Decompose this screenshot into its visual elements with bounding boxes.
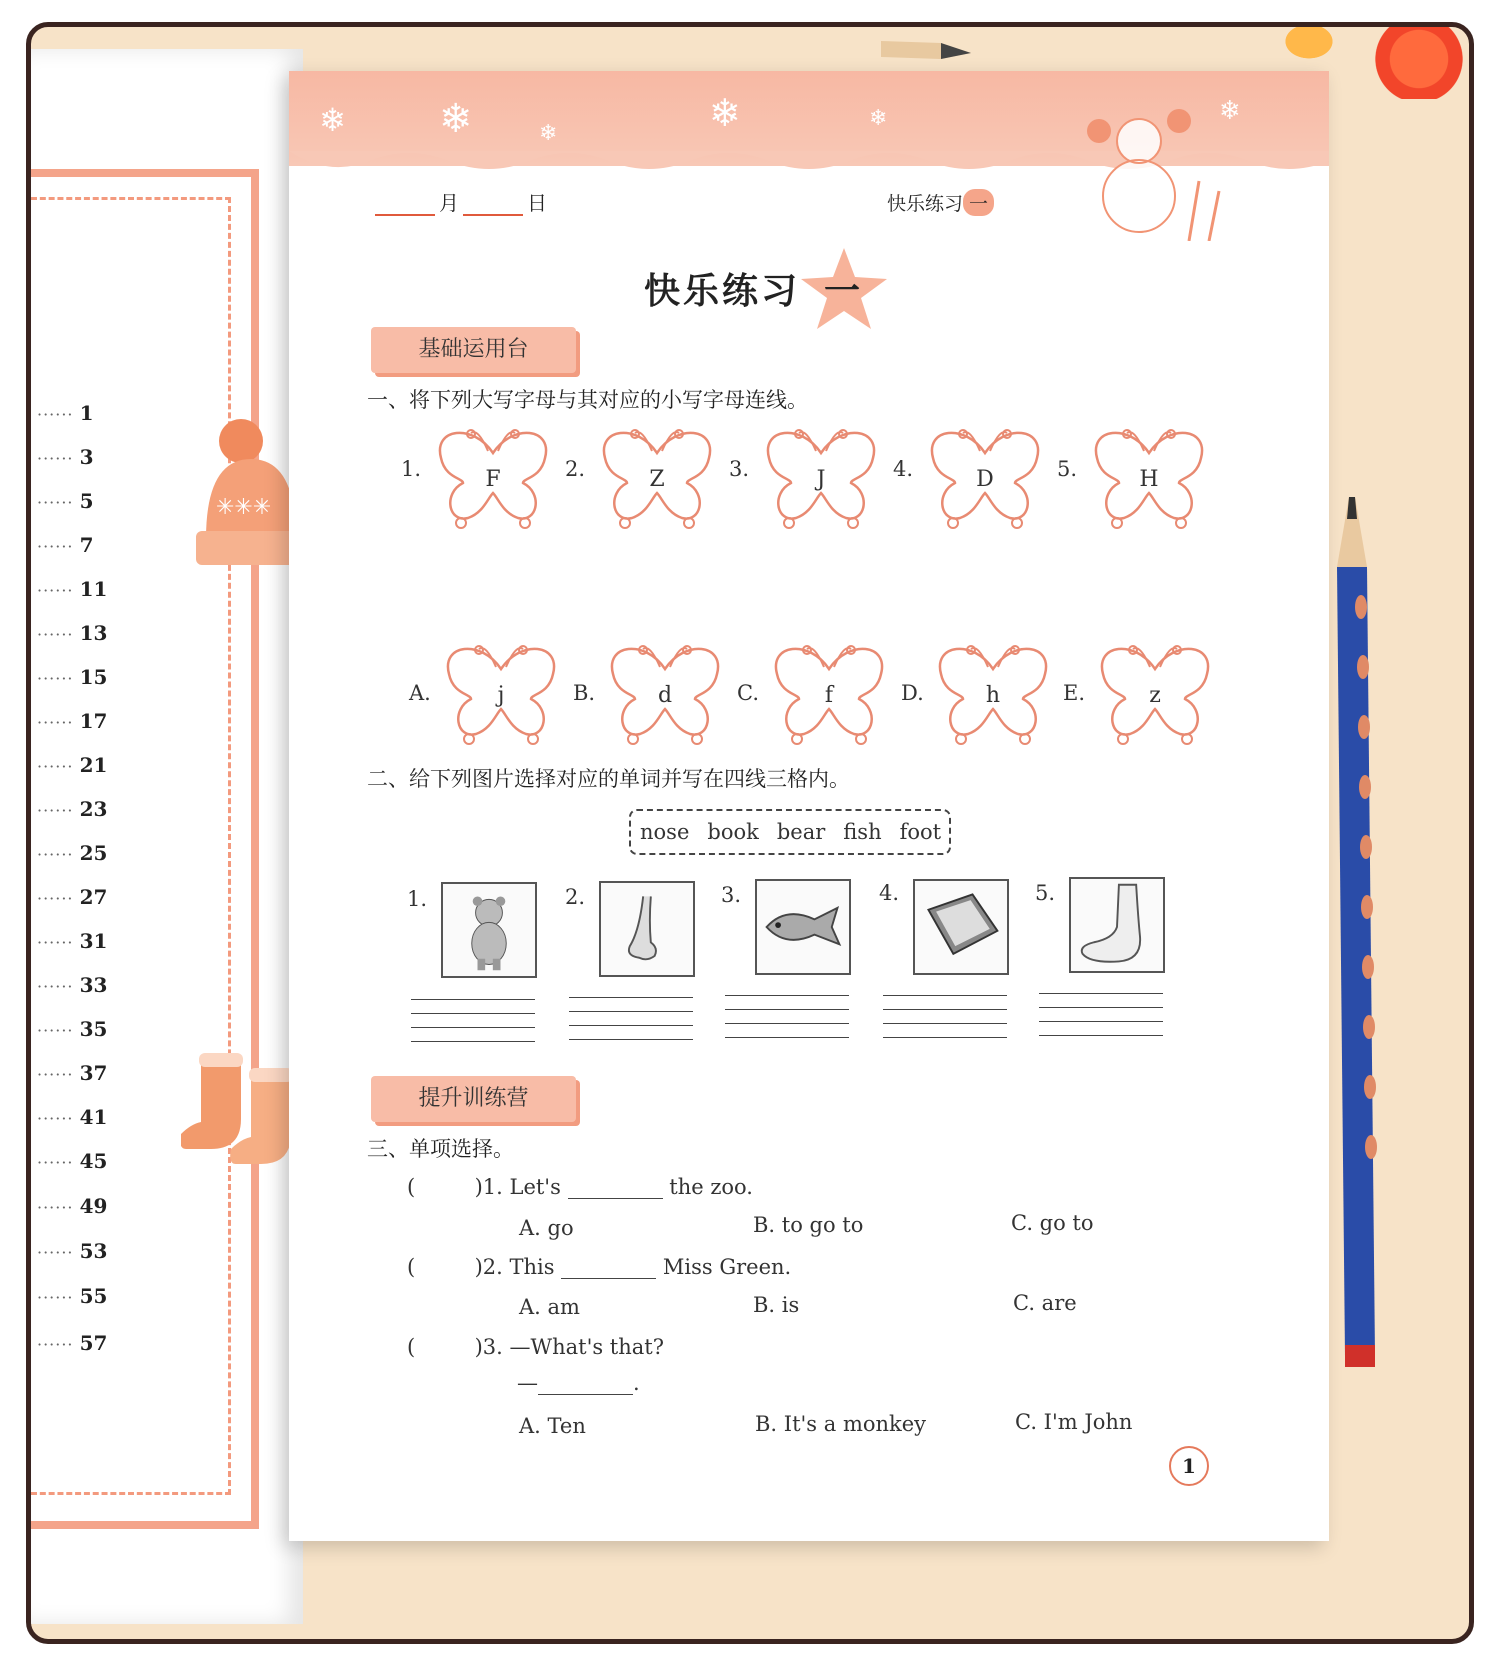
toc-page-number: 55 [79, 1284, 108, 1308]
pencil-tip-icon [881, 31, 971, 61]
writing-line [411, 999, 535, 1000]
page-title: 快乐练习 [644, 271, 801, 312]
toc-page-number: 5 [79, 489, 94, 513]
toc-page-number: 7 [79, 533, 94, 557]
toc-page-number: 41 [79, 1105, 108, 1129]
toc-entry[interactable] [37, 489, 94, 513]
question-1-heading: 一、将下列大写字母与其对应的小写字母连线。 [367, 388, 808, 412]
option-c[interactable]: C. are [1013, 1291, 1077, 1315]
toc-page-number: 17 [79, 709, 108, 733]
toc-entry[interactable] [37, 929, 107, 953]
butterfly-letter: j [497, 683, 505, 708]
petal-decoration [1279, 27, 1339, 63]
question-blank[interactable] [538, 1377, 633, 1395]
four-line-writing-field[interactable] [411, 999, 535, 1049]
toc-dots: ······ [37, 757, 80, 776]
writing-line [411, 1013, 535, 1014]
writing-line [411, 1027, 535, 1028]
toc-dots: ······ [37, 493, 80, 512]
question-number: )1. [474, 1175, 503, 1199]
item-number: 4. [893, 457, 914, 481]
question-3-heading: 三、单项选择。 [367, 1137, 514, 1161]
four-line-writing-field[interactable] [883, 995, 1007, 1045]
photo-frame [26, 22, 1474, 1644]
answer-paren: ( [407, 1335, 416, 1359]
choice-question-1 [407, 1175, 753, 1199]
left-page [31, 49, 303, 1624]
word-bank-item: bear [776, 820, 826, 844]
item-number: D. [901, 681, 924, 705]
question-2-heading: 二、给下列图片选择对应的单词并写在四线三格内。 [367, 767, 850, 791]
four-line-writing-field[interactable] [1039, 993, 1163, 1043]
toc-entry[interactable] [37, 401, 94, 425]
practice-tag-label: 快乐练习 [887, 193, 964, 215]
period: . [633, 1371, 640, 1395]
toc-dots: ······ [37, 405, 80, 424]
toc-page-number: 27 [79, 885, 108, 909]
writing-line [1039, 1035, 1163, 1036]
toc-entry[interactable] [37, 1284, 107, 1308]
picture-number: 3. [721, 883, 742, 907]
toc-page-number: 3 [79, 445, 94, 469]
butterfly-letter: h [985, 683, 1001, 708]
toc-entry[interactable] [37, 1149, 107, 1173]
toc-entry[interactable] [37, 1061, 107, 1085]
item-number: 3. [729, 457, 750, 481]
option-b[interactable]: B. is [753, 1293, 800, 1317]
option-a[interactable]: A. am [519, 1295, 580, 1319]
toc-entry[interactable] [37, 1105, 107, 1129]
toc-dots: ······ [37, 845, 80, 864]
nose-icon [599, 881, 695, 977]
toc-entry[interactable] [37, 1017, 107, 1041]
butterfly-icon[interactable] [933, 639, 1053, 749]
question-number: )2. [474, 1255, 503, 1279]
butterfly-icon[interactable] [1095, 639, 1215, 749]
writing-line [1039, 1007, 1163, 1008]
pencil-icon [1327, 497, 1387, 1377]
toc-dots: ······ [37, 801, 80, 820]
toc-entry[interactable] [37, 841, 107, 865]
writing-line [569, 1025, 693, 1026]
butterfly-icon[interactable] [769, 639, 889, 749]
toc-dots: ······ [37, 933, 80, 952]
toc-page-number: 11 [79, 577, 108, 601]
writing-line [725, 995, 849, 996]
toc-page-number: 49 [79, 1194, 108, 1218]
writing-line [1039, 993, 1163, 994]
butterfly-icon[interactable] [605, 639, 725, 749]
worksheet-page [289, 71, 1329, 1541]
writing-line [883, 995, 1007, 996]
writing-line [569, 1011, 693, 1012]
question-text: Miss Green. [662, 1255, 792, 1279]
toc-dots: ······ [37, 625, 80, 644]
section-tag-advanced: 提升训练营 [371, 1076, 576, 1122]
snowflake-icon: ❄ [709, 91, 741, 135]
snowflake-icon: ❄ [539, 121, 558, 146]
question-blank[interactable] [561, 1261, 656, 1279]
date-line [371, 187, 547, 216]
butterfly-letter: J [816, 467, 826, 492]
toc-entry[interactable] [37, 665, 107, 689]
toc-entry[interactable] [37, 621, 107, 645]
toc-dots: ······ [37, 537, 80, 556]
word-bank-item: foot [899, 820, 942, 844]
writing-line [1039, 1021, 1163, 1022]
question-text: the zoo. [669, 1175, 753, 1199]
question-number: )3. [474, 1335, 503, 1359]
toc-entry[interactable] [37, 577, 107, 601]
question-text: —What's that? [509, 1335, 664, 1359]
item-number: C. [737, 681, 759, 705]
writing-line [725, 1037, 849, 1038]
butterfly-letter: z [1149, 683, 1161, 708]
toc-page-number: 57 [79, 1331, 108, 1355]
toc-entry[interactable] [37, 1239, 107, 1263]
toc-page-number: 1 [79, 401, 94, 425]
butterfly-icon[interactable] [433, 423, 553, 533]
toc-dots: ······ [37, 449, 80, 468]
writing-line [725, 1023, 849, 1024]
answer-paren: ( [407, 1175, 416, 1199]
question-text: Let's [509, 1175, 561, 1199]
question-text: This [509, 1255, 555, 1279]
foot-icon [1069, 877, 1165, 973]
toc-entry[interactable] [37, 1194, 107, 1218]
toc-entry[interactable] [37, 709, 107, 733]
toc-dots: ······ [37, 1288, 80, 1307]
four-line-writing-field[interactable] [725, 995, 849, 1045]
snowflake-icon: ❄ [1219, 96, 1241, 126]
toc-dots: ······ [37, 1198, 80, 1217]
item-number: 1. [401, 457, 422, 481]
question-blank[interactable] [568, 1181, 663, 1199]
practice-tag-number: 一 [963, 189, 994, 216]
snowflake-icon: ❄ [439, 96, 473, 142]
snowflake-icon: ❄ [869, 106, 888, 131]
fish-icon [755, 879, 851, 975]
flower-decoration [1359, 22, 1474, 99]
word-bank [629, 809, 951, 855]
item-number: A. [409, 681, 431, 705]
toc-entry[interactable] [37, 885, 107, 909]
butterfly-icon[interactable] [925, 423, 1045, 533]
title-number: 一 [824, 271, 861, 312]
toc-dots: ······ [37, 1109, 80, 1128]
day-label: 日 [527, 191, 547, 215]
svg-text:✳✳✳: ✳✳✳ [216, 495, 272, 520]
toc-dots: ······ [37, 581, 80, 600]
butterfly-letter: f [824, 683, 834, 708]
toc-dots: ······ [37, 1021, 80, 1040]
butterfly-icon[interactable] [597, 423, 717, 533]
writing-line [883, 1037, 1007, 1038]
word-bank-item: book [707, 820, 759, 844]
writing-line [883, 1023, 1007, 1024]
option-a[interactable]: A. Ten [519, 1414, 586, 1438]
section-tag-basic: 基础运用台 [371, 327, 576, 373]
toc-page-number: 13 [79, 621, 108, 645]
option-a[interactable]: A. go [519, 1216, 574, 1240]
toc-page-number: 35 [79, 1017, 108, 1041]
toc-entry[interactable] [37, 445, 94, 469]
toc-page-number: 25 [79, 841, 108, 865]
toc-page-number: 31 [79, 929, 108, 953]
writing-line [411, 1041, 535, 1042]
toc-dots: ······ [37, 669, 80, 688]
toc-entry[interactable] [37, 753, 107, 777]
choice-question-3 [407, 1335, 664, 1359]
practice-tag [887, 189, 994, 216]
picture-number: 1. [407, 887, 428, 911]
toc-entry[interactable] [37, 1331, 107, 1355]
item-number: 5. [1057, 457, 1078, 481]
item-number: B. [573, 681, 596, 705]
toc-page-number: 33 [79, 973, 108, 997]
toc-page-number: 53 [79, 1239, 108, 1263]
toc-dots: ······ [37, 1243, 80, 1262]
butterfly-icon[interactable] [441, 639, 561, 749]
butterfly-icon[interactable] [1089, 423, 1209, 533]
writing-line [569, 997, 693, 998]
toc-entry[interactable] [37, 533, 94, 557]
writing-line [725, 1009, 849, 1010]
toc-page-number: 45 [79, 1149, 108, 1173]
butterfly-letter: F [485, 467, 501, 492]
butterfly-letter: d [657, 683, 673, 708]
option-c[interactable]: C. I'm John [1015, 1410, 1133, 1434]
snowman-icon [1079, 101, 1229, 241]
book-icon [913, 879, 1009, 975]
toc-dots: ······ [37, 1153, 80, 1172]
writing-line [569, 1039, 693, 1040]
toc-dots: ······ [37, 1065, 80, 1084]
four-line-writing-field[interactable] [569, 997, 693, 1047]
month-blank[interactable] [375, 196, 435, 216]
toc-page-number: 21 [79, 753, 108, 777]
toc-entry[interactable] [37, 973, 107, 997]
bear-icon [441, 882, 537, 978]
word-bank-item: nose [640, 820, 690, 844]
butterfly-letter: H [1139, 467, 1159, 492]
choice-question-3-reply [517, 1371, 640, 1395]
answer-paren: ( [407, 1255, 416, 1279]
picture-number: 4. [879, 881, 900, 905]
choice-question-2 [407, 1255, 791, 1279]
toc-dots: ······ [37, 977, 80, 996]
toc-dots: ······ [37, 889, 80, 908]
option-b[interactable]: B. It's a monkey [755, 1412, 927, 1436]
toc-dots: ······ [37, 713, 80, 732]
option-b[interactable]: B. to go to [753, 1213, 864, 1237]
snowflake-icon: ❄ [319, 101, 346, 139]
month-label: 月 [439, 191, 459, 215]
writing-line [883, 1009, 1007, 1010]
toc-page-number: 37 [79, 1061, 108, 1085]
toc-page-number: 23 [79, 797, 108, 821]
item-number: 2. [565, 457, 586, 481]
dash: — [517, 1371, 538, 1395]
butterfly-icon[interactable] [761, 423, 881, 533]
picture-number: 2. [565, 885, 586, 909]
word-bank-item: fish [843, 820, 882, 844]
day-blank[interactable] [463, 196, 523, 216]
toc-dots: ······ [37, 1335, 80, 1354]
butterfly-letter: D [976, 467, 994, 492]
toc-page-number: 15 [79, 665, 108, 689]
item-number: E. [1063, 681, 1086, 705]
butterfly-letter: Z [649, 467, 665, 492]
option-c[interactable]: C. go to [1011, 1211, 1094, 1235]
picture-number: 5. [1035, 881, 1056, 905]
toc-entry[interactable] [37, 797, 107, 821]
page-number: 1 [1169, 1446, 1209, 1486]
